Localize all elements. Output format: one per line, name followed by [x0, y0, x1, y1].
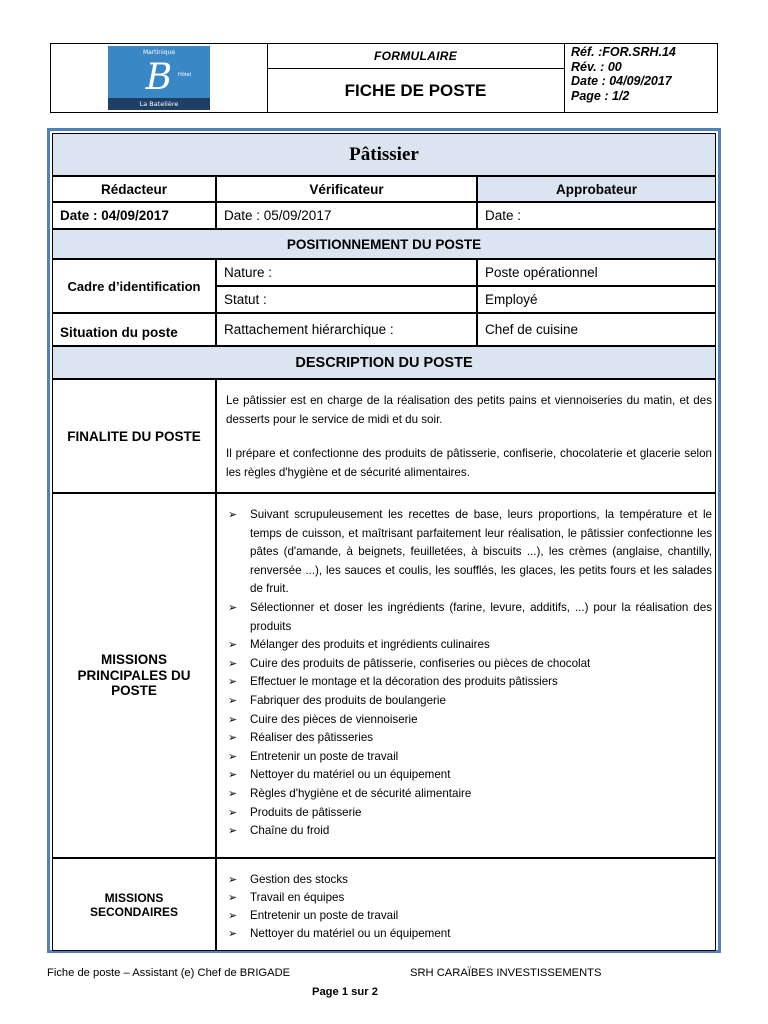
arrow-bullet-icon: ➢ [228, 732, 238, 745]
arrow-bullet-icon: ➢ [228, 657, 238, 670]
signature-header-redacteur: Rédacteur [52, 176, 216, 202]
list-item [226, 871, 712, 889]
list-item [226, 655, 712, 674]
list-item-text: Mélanger des produits et ingrédients culinaires [250, 638, 490, 652]
footer-page-number: Page 1 sur 2 [312, 986, 378, 998]
hotel-logo [108, 46, 210, 110]
situation-label: Situation du poste [52, 313, 216, 346]
missions-principales-content [216, 493, 716, 858]
header-page: Page : 1/2 [571, 88, 630, 103]
arrow-bullet-icon: ➢ [228, 825, 238, 838]
signature-header-approbateur: Approbateur [477, 176, 716, 202]
signature-date-verificateur: Date : 05/09/2017 [216, 202, 477, 229]
form-title-cell [267, 44, 565, 112]
finalite-paragraph-1: Le pâtissier est en charge de la réalisation des petits pains et viennoiseries du matin, et des desserts pour le service de midi et du soir. [226, 394, 712, 426]
arrow-bullet-icon: ➢ [228, 787, 238, 800]
list-item [226, 804, 712, 823]
list-item [226, 785, 712, 804]
section-heading-description: DESCRIPTION DU POSTE [52, 346, 716, 379]
list-item [226, 925, 712, 943]
arrow-bullet-icon: ➢ [228, 639, 238, 652]
logo-brand-bottom: La Batelière [139, 100, 179, 108]
arrow-bullet-icon: ➢ [228, 910, 238, 922]
logo-cell [51, 44, 268, 112]
list-item-text: Chaîne du froid [250, 824, 330, 838]
list-item-text: Nettoyer du matériel ou un équipement [250, 927, 451, 940]
arrow-bullet-icon: ➢ [228, 806, 238, 819]
reference-block [565, 44, 717, 112]
finalite-content [216, 379, 716, 493]
section-heading-positionnement: POSITIONNEMENT DU POSTE [52, 229, 716, 259]
arrow-bullet-icon: ➢ [228, 694, 238, 707]
header-date: Date : 04/09/2017 [571, 74, 672, 89]
form-type: FORMULAIRE [267, 44, 564, 69]
finalite-paragraph-2: Il prépare et confectionne des produits de pâtisserie, confiserie, chocolaterie et glacerie selon les règles d'hygiène et de sécurité alimentaires. [226, 447, 712, 479]
list-item-text: Entretenir un poste de travail [250, 909, 399, 922]
list-item-text: Produits de pâtisserie [250, 805, 362, 819]
signature-header-verificateur: Vérificateur [216, 176, 477, 202]
missions-secondaires-label-text: MISSIONS SECONDAIRES [89, 890, 178, 919]
signature-date-redacteur: Date : 04/09/2017 [52, 202, 216, 229]
statut-value: Employé [477, 286, 716, 313]
list-item [226, 506, 712, 599]
revision: Rév. : 00 [571, 59, 622, 74]
arrow-bullet-icon: ➢ [228, 750, 238, 763]
reference: Réf. :FOR.SRH.14 [571, 45, 676, 59]
list-item [226, 599, 712, 636]
job-sheet-table [47, 128, 721, 953]
footer-company: SRH CARAÏBES INVESTISSEMENTS [410, 967, 602, 979]
form-title: FICHE DE POSTE [344, 80, 487, 100]
missions-secondaires-list [226, 871, 712, 943]
list-item [226, 711, 712, 730]
list-item-text: Cuire des produits de pâtisserie, confiseries ou pièces de chocolat [250, 656, 591, 670]
rattachement-label: Rattachement hiérarchique : [216, 313, 477, 346]
list-item-text: Travail en équipes [250, 891, 345, 904]
nature-value: Poste opérationnel [477, 259, 716, 286]
signature-date-approbateur: Date : [477, 202, 716, 229]
arrow-bullet-icon: ➢ [228, 713, 238, 726]
list-item [226, 766, 712, 785]
logo-brand-letter: B [145, 57, 173, 98]
finalite-label: FINALITE DU POSTE [52, 379, 216, 493]
list-item-text: Gestion des stocks [250, 873, 348, 886]
arrow-bullet-icon: ➢ [228, 769, 238, 782]
list-item-text: Suivant scrupuleusement les recettes de base, leurs proportions, la température et le temps de cuisson, et maîtrisant parfaitement leur réalisation, le pâtissier confectionne les pâtes (d'amande, à beignets, feuilletées, à biscuits ...), les crèmes (anglaise, chantilly, renversée ...), les sauces et coulis, les soufflés, les glaces, les petits fours et les salades de fruit. [250, 508, 712, 596]
list-item-text: Règles d'hygiène et de sécurité alimentaire [250, 786, 472, 800]
list-item-text: Fabriquer des produits de boulangerie [250, 693, 446, 707]
list-item [226, 692, 712, 711]
job-title: Pâtissier [52, 133, 716, 176]
logo-brand-top: Martinique [142, 49, 176, 56]
logo-brand-side: Hôtel [178, 72, 192, 78]
list-item-text: Sélectionner et doser les ingrédients (farine, levure, additifs, ...) pour la réalisation des produits [250, 600, 712, 633]
list-item-text: Entretenir un poste de travail [250, 749, 399, 763]
list-item [226, 673, 712, 692]
missions-principales-label-text: MISSIONS PRINCIPALES DU POSTE [77, 652, 191, 699]
arrow-bullet-icon: ➢ [228, 676, 238, 689]
list-item [226, 907, 712, 925]
list-item-text: Cuire des pièces de viennoiserie [250, 712, 418, 726]
arrow-bullet-icon: ➢ [228, 928, 238, 940]
list-item [226, 636, 712, 655]
list-item [226, 729, 712, 748]
cadre-identification-label: Cadre d’identification [52, 259, 216, 313]
missions-secondaires-content [216, 858, 716, 951]
missions-principales-label [52, 493, 216, 858]
arrow-bullet-icon: ➢ [228, 601, 238, 614]
document-header [50, 43, 718, 113]
arrow-bullet-icon: ➢ [228, 509, 238, 521]
nature-label: Nature : [216, 259, 477, 286]
footer-document-name: Fiche de poste – Assistant (e) Chef de BRIGADE [47, 967, 291, 979]
missions-secondaires-label [52, 858, 216, 951]
arrow-bullet-icon: ➢ [228, 892, 238, 904]
rattachement-value: Chef de cuisine [477, 313, 716, 346]
list-item-text: Réaliser des pâtisseries [250, 731, 374, 745]
arrow-bullet-icon: ➢ [228, 874, 238, 886]
list-item-text: Effectuer le montage et la décoration des produits pâtissiers [250, 675, 558, 689]
list-item [226, 748, 712, 767]
list-item-text: Nettoyer du matériel ou un équipement [250, 768, 451, 782]
list-item [226, 822, 712, 841]
statut-label: Statut : [216, 286, 477, 313]
missions-principales-list [226, 506, 712, 841]
list-item [226, 889, 712, 907]
